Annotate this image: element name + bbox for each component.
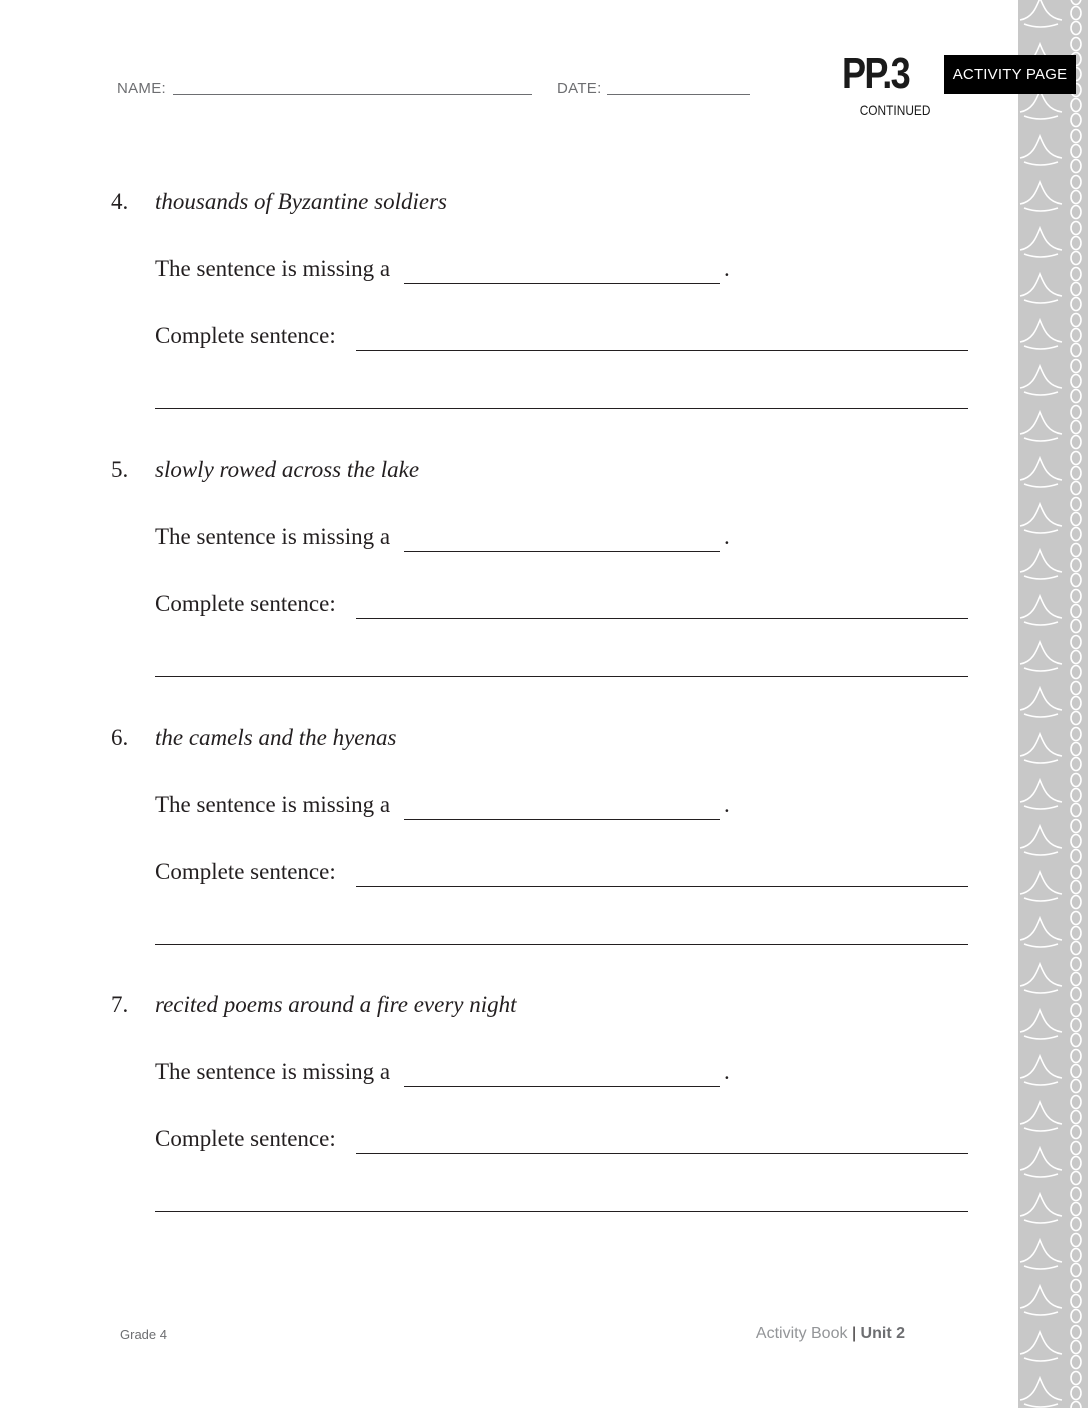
footer-grade: Grade 4 [120,1327,167,1342]
missing-prompt: The sentence is missing a [155,256,391,281]
complete-sentence-line[interactable] [356,1153,968,1154]
complete-sentence-line-2[interactable] [155,944,968,945]
name-input-line[interactable] [173,94,532,95]
missing-period: . [724,256,730,281]
footer-unit: Unit 2 [860,1325,905,1342]
name-label: NAME: [117,80,167,97]
complete-sentence-prompt: Complete sentence: [155,591,336,616]
footer-book: Activity Book [755,1325,848,1342]
continued-label: CONTINUED [859,102,931,118]
complete-sentence-line-2[interactable] [155,1211,968,1212]
border-band [1018,0,1088,1408]
complete-sentence-line[interactable] [356,886,968,887]
question-number: 5. [111,457,129,482]
footer-separator: | [851,1325,857,1342]
complete-sentence-line-2[interactable] [155,676,968,677]
complete-sentence-line[interactable] [356,618,968,619]
question-phrase: thousands of Byzantine soldiers [155,189,447,214]
question-6 [0,725,1000,965]
missing-period: . [724,792,730,817]
question-phrase: slowly rowed across the lake [155,457,420,482]
date-input-line[interactable] [607,94,750,95]
missing-prompt: The sentence is missing a [155,524,391,549]
complete-sentence-prompt: Complete sentence: [155,323,336,348]
question-7 [0,992,1000,1232]
page-code: PP.3 [842,49,910,98]
question-phrase: the camels and the hyenas [155,725,397,750]
question-5 [0,457,1000,697]
complete-sentence-line-2[interactable] [155,408,968,409]
question-number: 4. [111,189,129,214]
missing-answer-line[interactable] [404,283,720,284]
missing-prompt: The sentence is missing a [155,792,391,817]
missing-period: . [724,1059,730,1084]
missing-period: . [724,524,730,549]
complete-sentence-prompt: Complete sentence: [155,1126,336,1151]
missing-answer-line[interactable] [404,1086,720,1087]
question-phrase: recited poems around a fire every night [155,992,517,1017]
missing-answer-line[interactable] [404,551,720,552]
complete-sentence-prompt: Complete sentence: [155,859,336,884]
complete-sentence-line[interactable] [356,350,968,351]
decorative-side-border [1018,0,1088,1408]
missing-prompt: The sentence is missing a [155,1059,391,1084]
activity-page-tag: ACTIVITY PAGE [944,55,1076,94]
missing-answer-line[interactable] [404,819,720,820]
question-4 [0,189,1000,429]
footer-book-unit [640,1325,905,1343]
date-label: DATE: [557,80,602,97]
question-number: 7. [111,992,129,1017]
question-number: 6. [111,725,129,750]
